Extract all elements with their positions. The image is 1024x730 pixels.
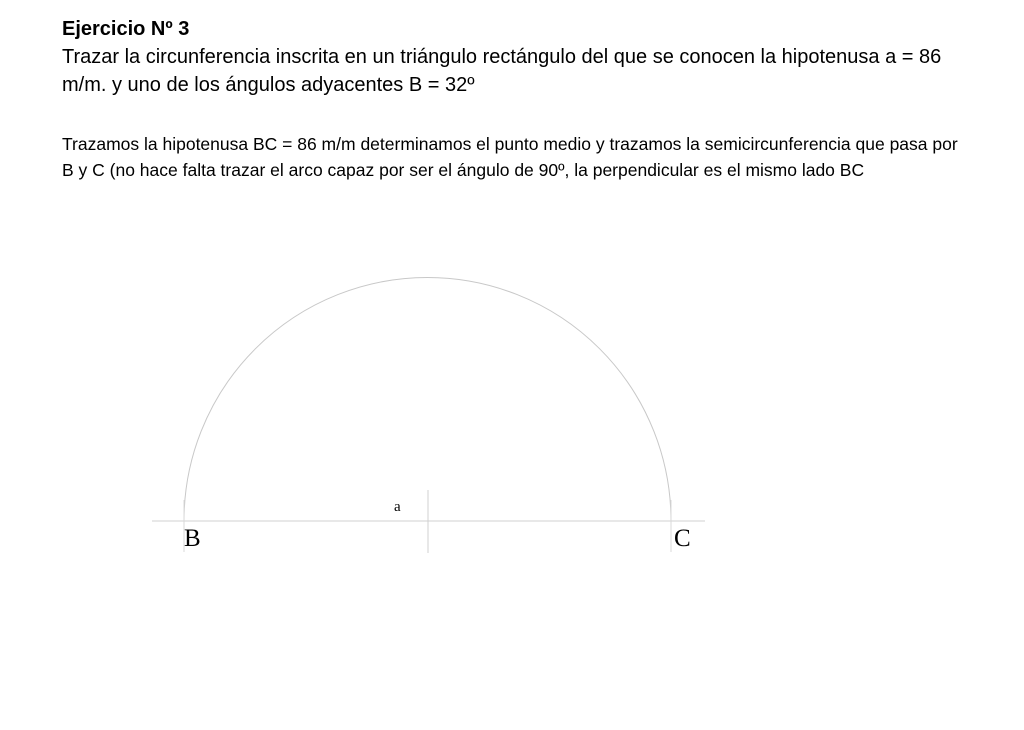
- semicircle-arc: [184, 278, 671, 521]
- exercise-statement: Trazar la circunferencia inscrita en un triángulo rectángulo del que se conocen la hipotenusa a = 86 m/m. y uno de los ángulos adyacentes B = 32º: [62, 46, 942, 96]
- exercise-title: Ejercicio Nº 3: [62, 18, 190, 40]
- label-c: C: [674, 525, 691, 552]
- label-a: a: [394, 499, 401, 515]
- label-b: B: [184, 525, 201, 552]
- explanation-text: Trazamos la hipotenusa BC = 86 m/m determinamos el punto medio y trazamos la semicircunferencia que pasa por B y C (no hace falta trazar el arco capaz por ser el ángulo de 90º, la perpendicular es el mismo lado BC: [62, 134, 958, 180]
